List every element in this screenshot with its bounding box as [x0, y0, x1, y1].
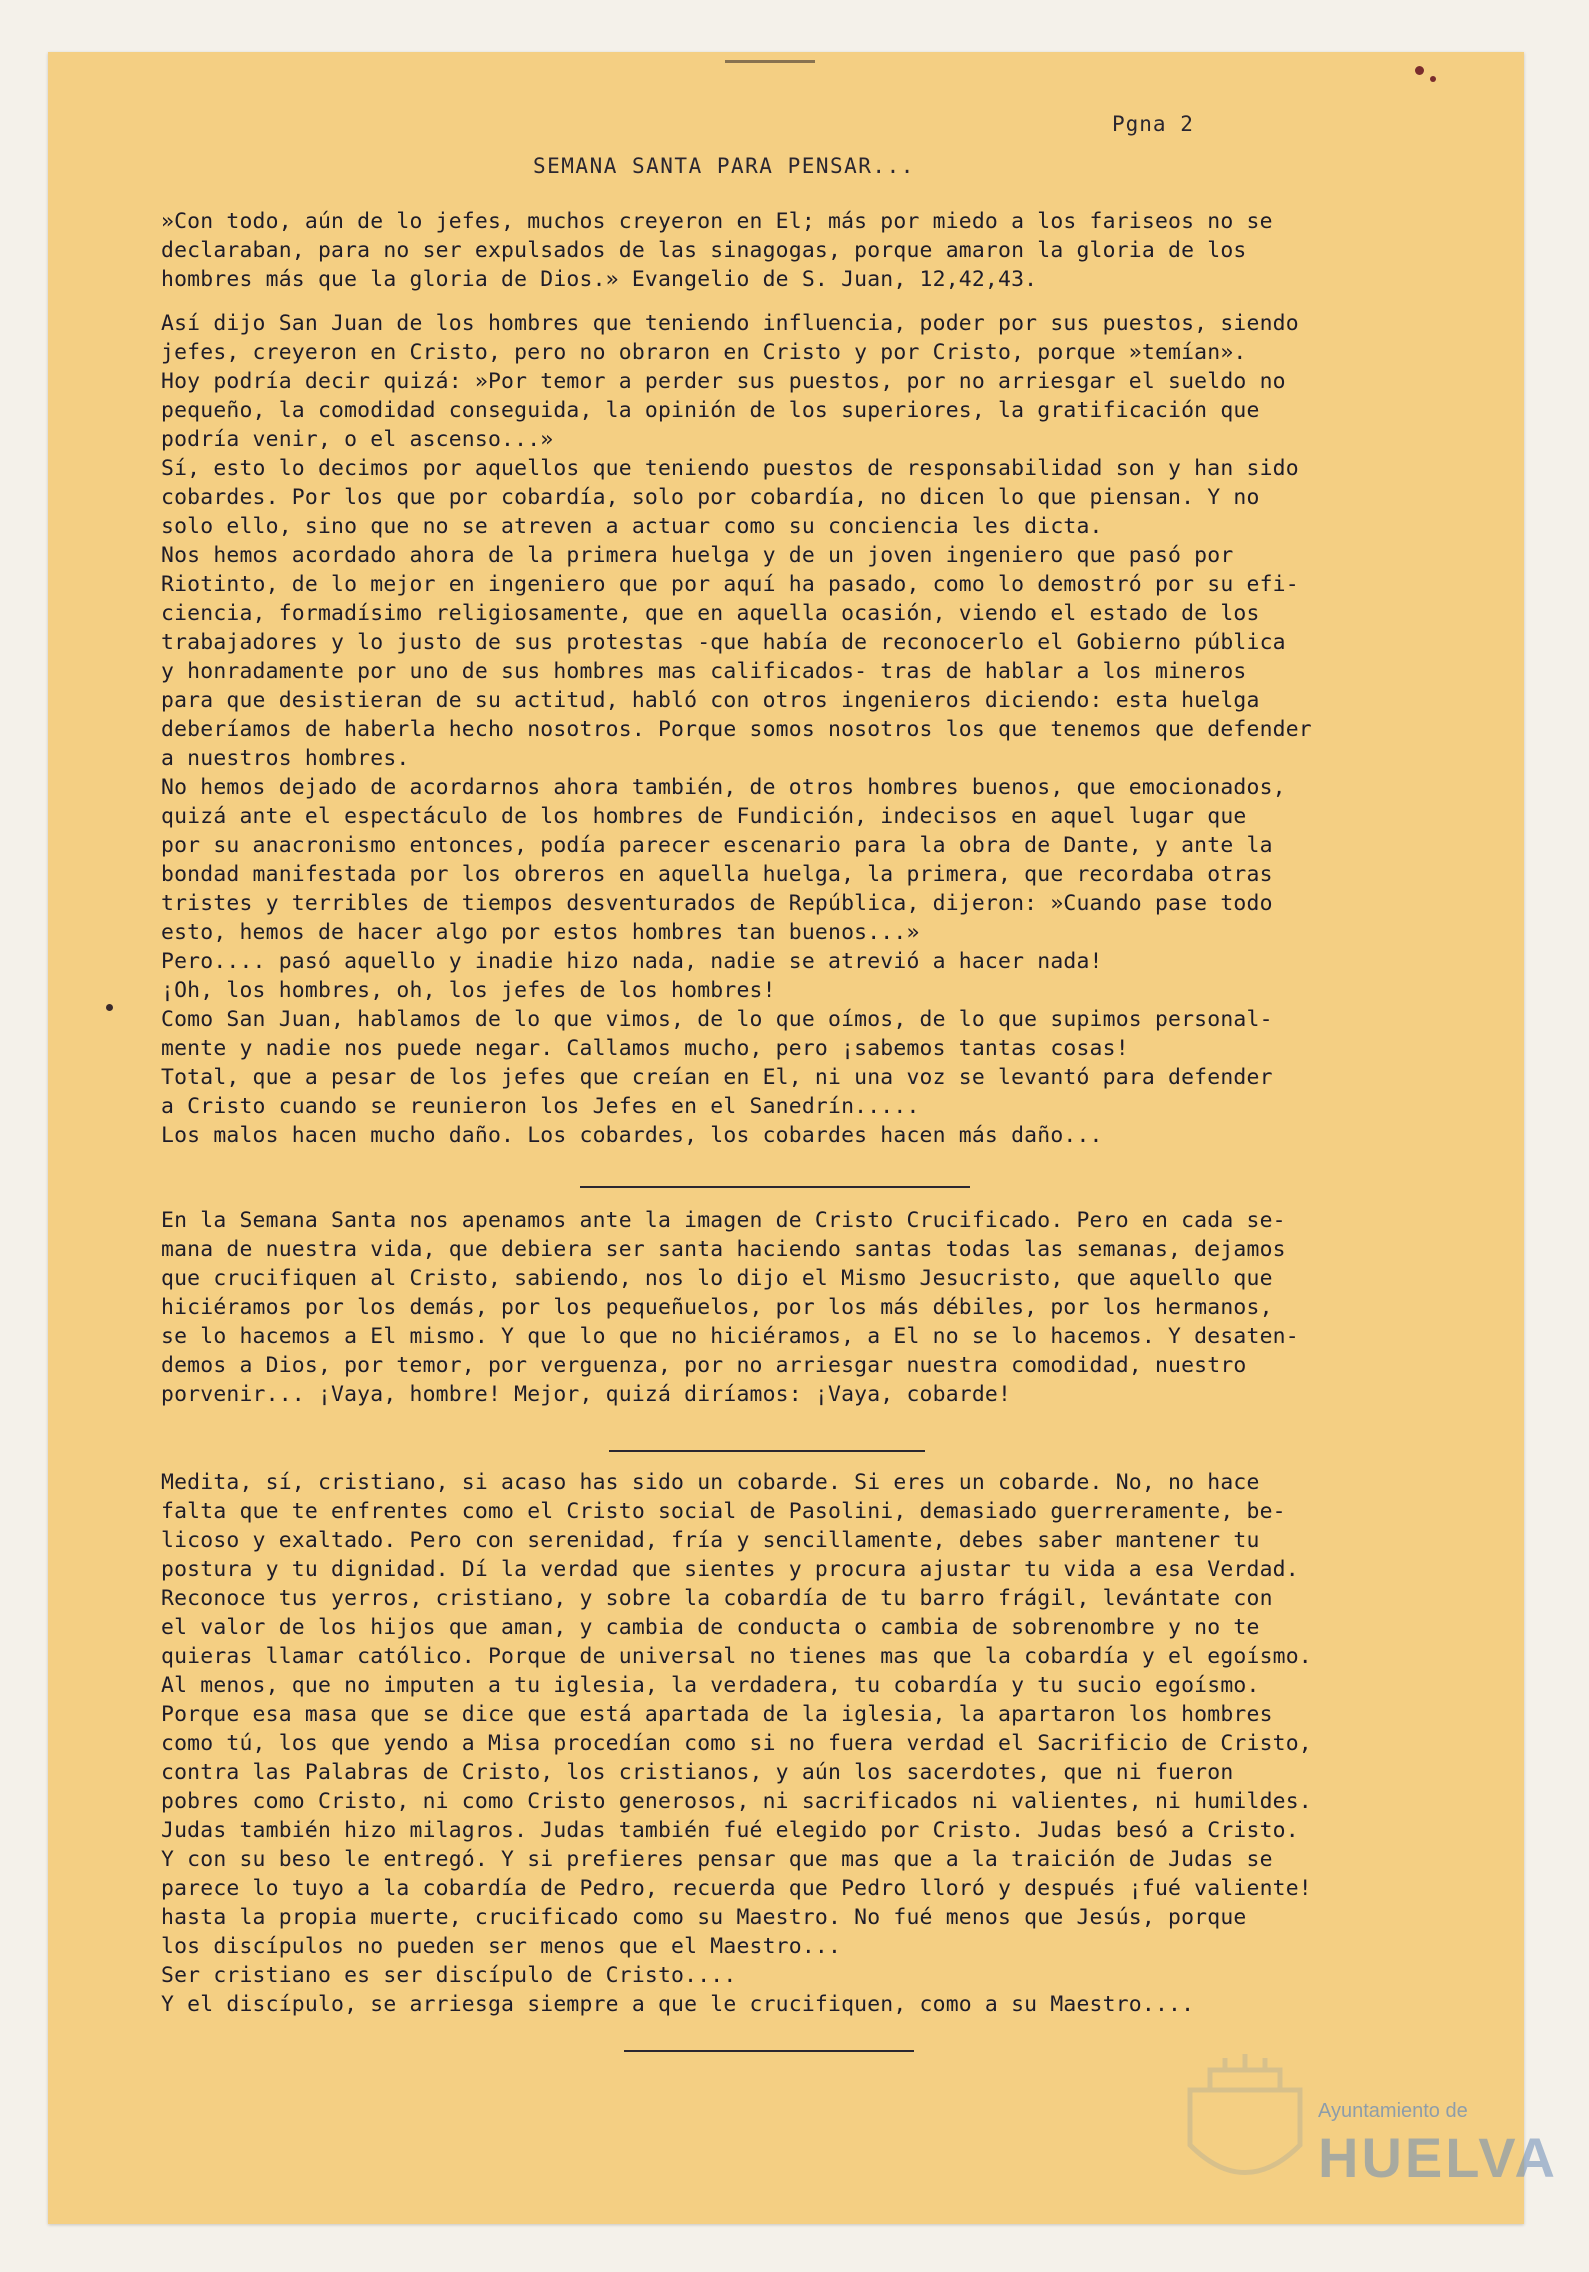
page-title: SEMANA SANTA PARA PENSAR...	[533, 154, 915, 178]
section-divider	[609, 1450, 925, 1452]
text-line: parece lo tuyo a la cobardía de Pedro, recuerda que Pedro lloró y después ¡fué valiente!	[161, 1876, 1312, 1901]
text-line: que crucifiquen al Cristo, sabiendo, nos lo dijo el Mismo Jesucristo, que aquello que	[161, 1266, 1273, 1291]
text-line: Así dijo San Juan de los hombres que teniendo influencia, poder por sus puestos, siendo	[161, 311, 1299, 336]
text-line: los discípulos no pueden ser menos que el Maestro...	[161, 1934, 842, 1959]
text-line: hasta la propia muerte, crucificado como su Maestro. No fué menos que Jesús, porque	[161, 1905, 1247, 1930]
section-divider	[580, 1186, 970, 1188]
text-line: Hoy podría decir quizá: »Por temor a perder sus puestos, por no arriesgar el sueldo no	[161, 369, 1286, 394]
text-line: Nos hemos acordado ahora de la primera huelga y de un joven ingeniero que pasó por	[161, 543, 1234, 568]
text-line: Como San Juan, hablamos de lo que vimos, de lo que oímos, de lo que supimos personal-	[161, 1007, 1273, 1032]
text-line: Sí, esto lo decimos por aquellos que teniendo puestos de responsabilidad son y han sido	[161, 456, 1299, 481]
text-line: hiciéramos por los demás, por los pequeñuelos, por los más débiles, por los hermanos,	[161, 1295, 1273, 1320]
text-line: por su anacronismo entonces, podía parecer escenario para la obra de Dante, y ante la	[161, 833, 1273, 858]
watermark-caption: Ayuntamiento de	[1318, 2100, 1468, 2122]
text-line: se lo hacemos a El mismo. Y que lo que no hiciéramos, a El no se lo hacemos. Y desaten-	[161, 1324, 1299, 1349]
text-line: quizá ante el espectáculo de los hombres de Fundición, indecisos en aquel lugar que	[161, 804, 1247, 829]
paragraph-intro	[161, 207, 1391, 294]
text-line: Reconoce tus yerros, cristiano, y sobre la cobardía de tu barro frágil, levántate con	[161, 1586, 1273, 1611]
text-line: mana de nuestra vida, que debiera ser santa haciendo santas todas las semanas, dejamos	[161, 1237, 1286, 1262]
text-line: esto, hemos de hacer algo por estos hombres tan buenos...»	[161, 920, 920, 945]
ink-spot	[1415, 66, 1424, 75]
text-line: licoso y exaltado. Pero con serenidad, fría y sencillamente, debes saber mantener tu	[161, 1528, 1260, 1553]
text-line: Riotinto, de lo mejor en ingeniero que por aquí ha pasado, como lo demostró por su efi-	[161, 572, 1299, 597]
text-line: a Cristo cuando se reunieron los Jefes en el Sanedrín.....	[161, 1094, 920, 1119]
text-line: Medita, sí, cristiano, si acaso has sido un cobarde. Si eres un cobarde. No, no hace	[161, 1470, 1260, 1495]
text-line: Y el discípulo, se arriesga siempre a que le crucifiquen, como a su Maestro....	[161, 1992, 1195, 2017]
text-line: postura y tu dignidad. Dí la verdad que sientes y procura ajustar tu vida a esa Verdad.	[161, 1557, 1299, 1582]
text-line: deberíamos de haberla hecho nosotros. Porque somos nosotros los que tenemos que defender	[161, 717, 1312, 742]
paragraph-main	[161, 309, 1391, 1150]
text-line: »Con todo, aún de lo jefes, muchos creyeron en El; más por miedo a los fariseos no se	[161, 209, 1273, 234]
text-line: hombres más que la gloria de Dios.» Evangelio de S. Juan, 12,42,43.	[161, 267, 1038, 292]
text-line: quieras llamar católico. Porque de universal no tienes mas que la cobardía y el egoísmo.	[161, 1644, 1312, 1669]
text-line: jefes, creyeron en Cristo, pero no obraron en Cristo y por Cristo, porque »temían».	[161, 340, 1247, 365]
ink-spot	[1430, 76, 1436, 82]
text-line: para que desistieran de su actitud, habló con otros ingenieros diciendo: esta huelga	[161, 688, 1260, 713]
text-line: porvenir... ¡Vaya, hombre! Mejor, quizá diríamos: ¡Vaya, cobarde!	[161, 1382, 1012, 1407]
text-line: pobres como Cristo, ni como Cristo generosos, ni sacrificados ni valientes, ni humildes.	[161, 1789, 1312, 1814]
text-line: demos a Dios, por temor, por verguenza, por no arriesgar nuestra comodidad, nuestro	[161, 1353, 1247, 1378]
text-line: tristes y terribles de tiempos desventurados de República, dijeron: »Cuando pase todo	[161, 891, 1273, 916]
text-line: trabajadores y lo justo de sus protestas -que había de reconocerlo el Gobierno pública	[161, 630, 1286, 655]
text-line: bondad manifestada por los obreros en aquella huelga, la primera, que recordaba otras	[161, 862, 1273, 887]
text-line: y honradamente por uno de sus hombres mas calificados- tras de hablar a los mineros	[161, 659, 1247, 684]
text-line: declaraban, para no ser expulsados de las sinagogas, porque amaron la gloria de los	[161, 238, 1247, 263]
text-line: como tú, los que yendo a Misa procedían como si no fuera verdad el Sacrificio de Cristo,	[161, 1731, 1312, 1756]
text-line: No hemos dejado de acordarnos ahora también, de otros hombres buenos, que emocionados,	[161, 775, 1286, 800]
text-line: contra las Palabras de Cristo, los cristianos, y aún los sacerdotes, que ni fueron	[161, 1760, 1234, 1785]
text-line: a nuestros hombres.	[161, 746, 410, 771]
text-line: solo ello, sino que no se atreven a actuar como su conciencia les dicta.	[161, 514, 1103, 539]
punch-mark	[106, 1004, 113, 1011]
page-number: Pgna 2	[1112, 112, 1194, 136]
text-line: Porque esa masa que se dice que está apartada de la iglesia, la apartaron los hombres	[161, 1702, 1273, 1727]
watermark-city: HUELVA	[1318, 2126, 1558, 2189]
paragraph-semana-santa	[161, 1206, 1391, 1409]
paragraph-medita	[161, 1468, 1391, 2019]
text-line: Judas también hizo milagros. Judas también fué elegido por Cristo. Judas besó a Cristo.	[161, 1818, 1299, 1843]
text-line: cobardes. Por los que por cobardía, solo por cobardía, no dicen lo que piensan. Y no	[161, 485, 1260, 510]
top-edge-mark	[725, 60, 815, 63]
text-line: Los malos hacen mucho daño. Los cobardes, los cobardes hacen más daño...	[161, 1123, 1103, 1148]
text-line: mente y nadie nos puede negar. Callamos mucho, pero ¡sabemos tantas cosas!	[161, 1036, 1129, 1061]
text-line: En la Semana Santa nos apenamos ante la imagen de Cristo Crucificado. Pero en cada se-	[161, 1208, 1286, 1233]
text-line: ciencia, formadísimo religiosamente, que en aquella ocasión, viendo el estado de los	[161, 601, 1260, 626]
text-line: falta que te enfrentes como el Cristo social de Pasolini, demasiado guerreramente, be-	[161, 1499, 1286, 1524]
crest-icon	[1190, 2054, 1300, 2173]
text-line: el valor de los hijos que aman, y cambia de conducta o cambia de sobrenombre y no te	[161, 1615, 1260, 1640]
text-line: Total, que a pesar de los jefes que creían en El, ni una voz se levantó para defender	[161, 1065, 1273, 1090]
text-line: Y con su beso le entregó. Y si prefieres pensar que mas que a la traición de Judas se	[161, 1847, 1273, 1872]
text-line: Ser cristiano es ser discípulo de Cristo....	[161, 1963, 737, 1988]
text-line: podría venir, o el ascenso...»	[161, 427, 554, 452]
section-divider	[624, 2050, 914, 2052]
text-line: Pero.... pasó aquello y inadie hizo nada, nadie se atrevió a hacer nada!	[161, 949, 1103, 974]
text-line: pequeño, la comodidad conseguida, la opinión de los superiores, la gratificación que	[161, 398, 1260, 423]
text-line: ¡Oh, los hombres, oh, los jefes de los hombres!	[161, 978, 776, 1003]
text-line: Al menos, que no imputen a tu iglesia, la verdadera, tu cobardía y tu sucio egoísmo.	[161, 1673, 1260, 1698]
